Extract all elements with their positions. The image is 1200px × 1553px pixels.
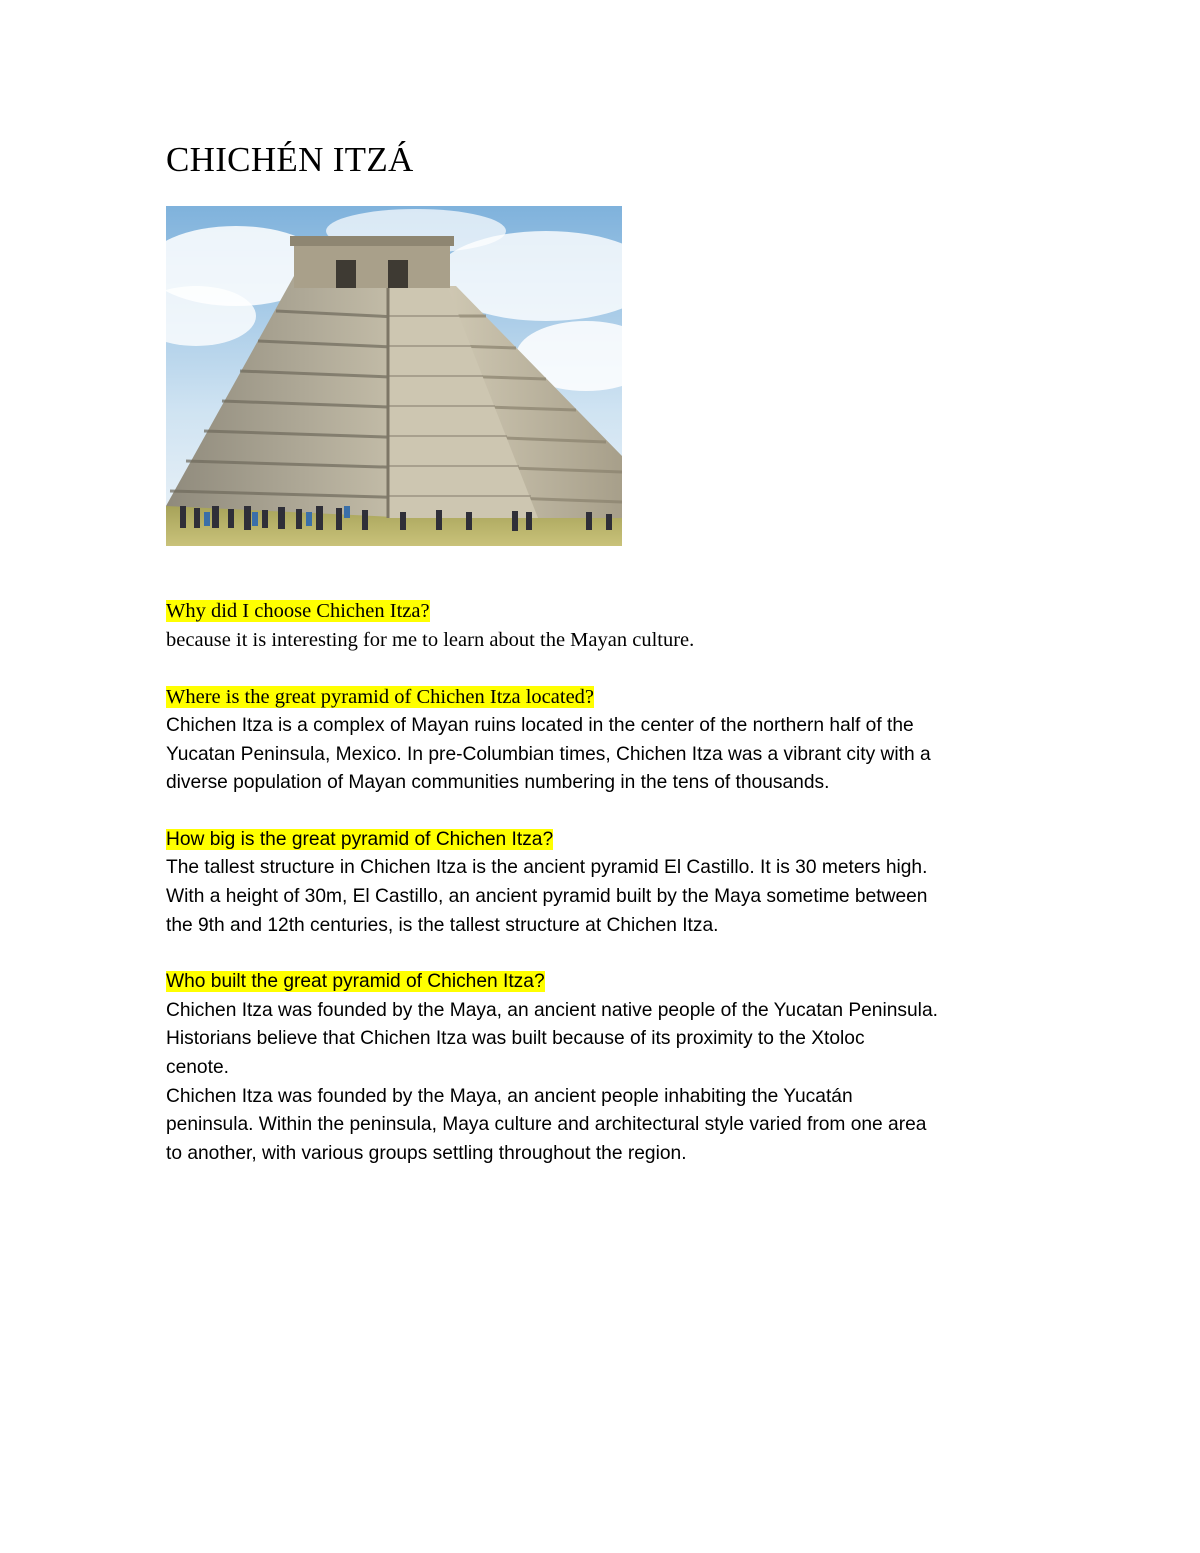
section-why — [166, 597, 1066, 655]
answer-line: Historians believe that Chichen Itza was built because of its proximity to the Xtoloc — [166, 1028, 865, 1050]
question-heading: Who built the great pyramid of Chichen Itza? — [166, 971, 545, 993]
answer-line: because it is interesting for me to learn about the Mayan culture. — [166, 629, 695, 651]
answer-line: to another, with various groups settling throughout the region. — [166, 1142, 687, 1164]
section-where — [166, 683, 1066, 798]
page-title: CHICHÉN ITZÁ — [166, 140, 414, 179]
answer-line: With a height of 30m, El Castillo, an ancient pyramid built by the Maya sometime between — [166, 885, 928, 907]
answer-line: Chichen Itza was founded by the Maya, an ancient people inhabiting the Yucatán — [166, 1085, 853, 1107]
question-heading: How big is the great pyramid of Chichen Itza? — [166, 828, 554, 850]
question-heading: Why did I choose Chichen Itza? — [166, 600, 430, 622]
pyramid-photo — [166, 206, 622, 546]
answer-line: Chichen Itza is a complex of Mayan ruins located in the center of the northern half of the — [166, 715, 914, 736]
section-who-built — [166, 968, 1066, 1168]
answer-line: The tallest structure in Chichen Itza is the ancient pyramid El Castillo. It is 30 meters high. — [166, 857, 928, 879]
answer-line: diverse population of Mayan communities numbering in the tens of thousands. — [166, 772, 830, 794]
question-heading: Where is the great pyramid of Chichen Itza located? — [166, 686, 595, 708]
answer-line: Chichen Itza was founded by the Maya, an ancient native people of the Yucatan Peninsula. — [166, 999, 938, 1021]
document-body — [166, 597, 1066, 1168]
answer-line: peninsula. Within the peninsula, Maya culture and architectural style varied from one area — [166, 1114, 927, 1136]
answer-line: cenote. — [166, 1056, 229, 1078]
section-how-big — [166, 826, 1066, 940]
answer-line: the 9th and 12th centuries, is the tallest structure at Chichen Itza. — [166, 914, 719, 936]
answer-line: Yucatan Peninsula, Mexico. In pre-Columbian times, Chichen Itza was a vibrant city with a — [166, 743, 931, 765]
